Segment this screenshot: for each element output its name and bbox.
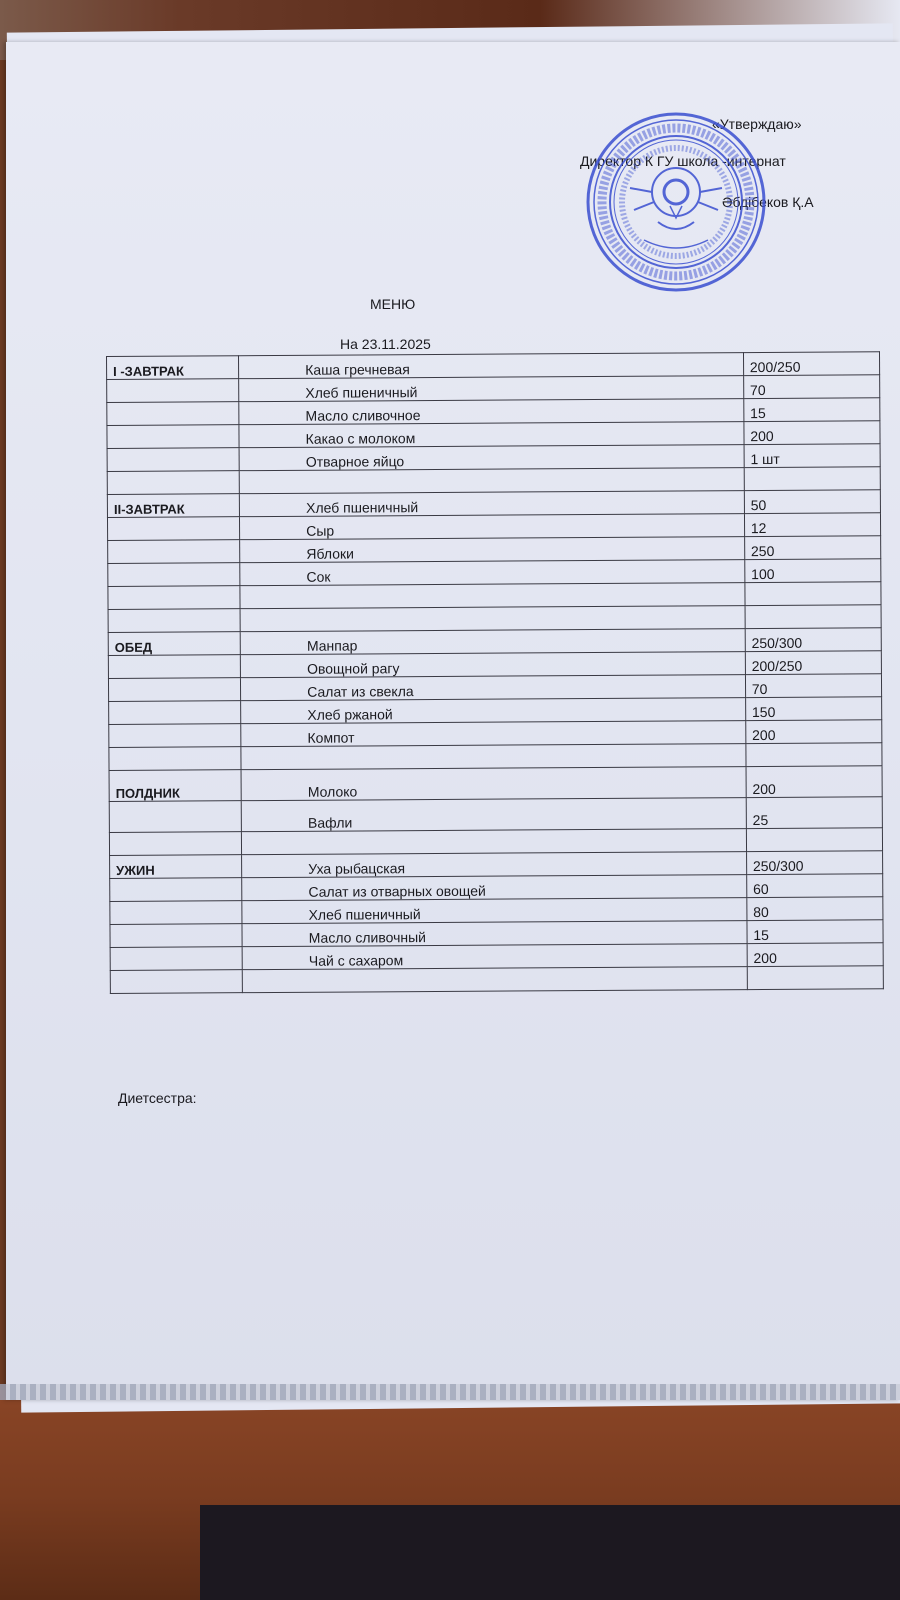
meal-name-cell	[108, 586, 240, 610]
portion-cell: 100	[745, 559, 881, 583]
approval-director: Директор К ГУ школа -интернат	[580, 153, 786, 169]
dish-name-cell: Манпар	[240, 629, 745, 655]
approval-name: Әбдібеков Қ.А	[722, 194, 814, 210]
background-shadow	[200, 1505, 900, 1600]
portion-cell: 200/250	[745, 651, 881, 675]
meal-name-cell: УЖИН	[110, 855, 242, 879]
meal-name-cell: II-ЗАВТРАК	[107, 494, 239, 518]
meal-name-cell: I -ЗАВТРАК	[107, 356, 239, 380]
dish-name-cell: Хлеб пшеничный	[239, 491, 744, 517]
portion-cell: 200/250	[743, 352, 879, 376]
portion-cell: 250	[744, 536, 880, 560]
dish-name-cell	[242, 829, 747, 855]
portion-cell: 200	[744, 421, 880, 445]
meal-name-cell	[109, 747, 241, 771]
portion-cell: 200	[746, 766, 882, 798]
meal-name-cell	[109, 724, 241, 748]
dish-name-cell: Уха рыбацская	[242, 852, 747, 878]
dish-name-cell: Масло сливочное	[239, 399, 744, 425]
portion-cell: 80	[747, 897, 883, 921]
meal-name-cell	[109, 832, 241, 856]
dish-name-cell: Хлеб пшеничный	[239, 376, 744, 402]
meal-name-cell	[107, 517, 239, 541]
menu-table	[106, 351, 884, 994]
meal-name-cell	[110, 878, 242, 902]
meal-name-cell	[109, 701, 241, 725]
portion-cell: 200	[746, 720, 882, 744]
portion-cell: 70	[745, 674, 881, 698]
portion-cell: 1 шт	[744, 444, 880, 468]
dish-name-cell: Компот	[241, 721, 746, 747]
round-seal-stamp-icon	[584, 110, 768, 294]
dish-name-cell: Салат из свекла	[241, 675, 746, 701]
portion-cell: 150	[745, 697, 881, 721]
dish-name-cell: Отварное яйцо	[239, 445, 744, 471]
portion-cell: 250/300	[745, 628, 881, 652]
document-date: На 23.11.2025	[340, 336, 431, 352]
meal-name-cell	[108, 540, 240, 564]
approval-heading: «Утверждаю»	[712, 116, 802, 132]
dish-name-cell: Овощной рагу	[240, 652, 745, 678]
meal-name-cell	[108, 678, 240, 702]
meal-name-cell	[108, 655, 240, 679]
dish-name-cell: Каша гречневая	[239, 353, 744, 379]
meal-name-cell	[108, 563, 240, 587]
meal-name-cell	[110, 924, 242, 948]
dish-name-cell: Салат из отварных овощей	[242, 875, 747, 901]
dietitian-signature-label: Диетсестра:	[118, 1090, 197, 1106]
portion-cell: 70	[743, 375, 879, 399]
portion-cell: 60	[746, 874, 882, 898]
plastic-sleeve-edge	[0, 1384, 900, 1400]
meal-name-cell	[107, 448, 239, 472]
meal-name-cell	[108, 609, 240, 633]
meal-name-cell	[107, 425, 239, 449]
dish-name-cell	[239, 468, 744, 494]
portion-cell: 15	[744, 398, 880, 422]
portion-cell	[747, 966, 883, 990]
portion-cell	[746, 828, 882, 852]
portion-cell: 25	[746, 797, 882, 829]
meal-name-cell	[110, 947, 242, 971]
dish-name-cell: Вафли	[241, 798, 746, 832]
meal-name-cell	[109, 801, 241, 833]
dish-name-cell	[241, 744, 746, 770]
meal-name-cell	[110, 970, 242, 994]
dish-name-cell: Масло сливочный	[242, 921, 747, 947]
document-title: МЕНЮ	[370, 296, 416, 312]
dish-name-cell	[242, 967, 747, 993]
dish-name-cell	[240, 606, 745, 632]
meal-name-cell	[107, 379, 239, 403]
portion-cell	[745, 605, 881, 629]
meal-name-cell: ПОЛДНИК	[109, 770, 241, 802]
meal-name-cell	[107, 402, 239, 426]
dish-name-cell: Молоко	[241, 767, 746, 801]
portion-cell: 50	[744, 490, 880, 514]
meal-name-cell	[107, 471, 239, 495]
portion-cell	[744, 467, 880, 491]
portion-cell	[746, 743, 882, 767]
meal-name-cell	[110, 901, 242, 925]
dish-name-cell: Чай с сахаром	[242, 944, 747, 970]
portion-cell: 200	[747, 943, 883, 967]
menu-row	[110, 966, 883, 994]
portion-cell: 250/300	[746, 851, 882, 875]
dish-name-cell	[240, 583, 745, 609]
portion-cell: 15	[747, 920, 883, 944]
dish-name-cell: Сыр	[240, 514, 745, 540]
menu-row	[109, 766, 882, 802]
menu-row	[109, 797, 882, 833]
portion-cell	[745, 582, 881, 606]
dish-name-cell: Хлеб пшеничный	[242, 898, 747, 924]
portion-cell: 12	[744, 513, 880, 537]
meal-name-cell: ОБЕД	[108, 632, 240, 656]
dish-name-cell: Яблоки	[240, 537, 745, 563]
dish-name-cell: Сок	[240, 560, 745, 586]
dish-name-cell: Хлеб ржаной	[241, 698, 746, 724]
dish-name-cell: Какао с молоком	[239, 422, 744, 448]
